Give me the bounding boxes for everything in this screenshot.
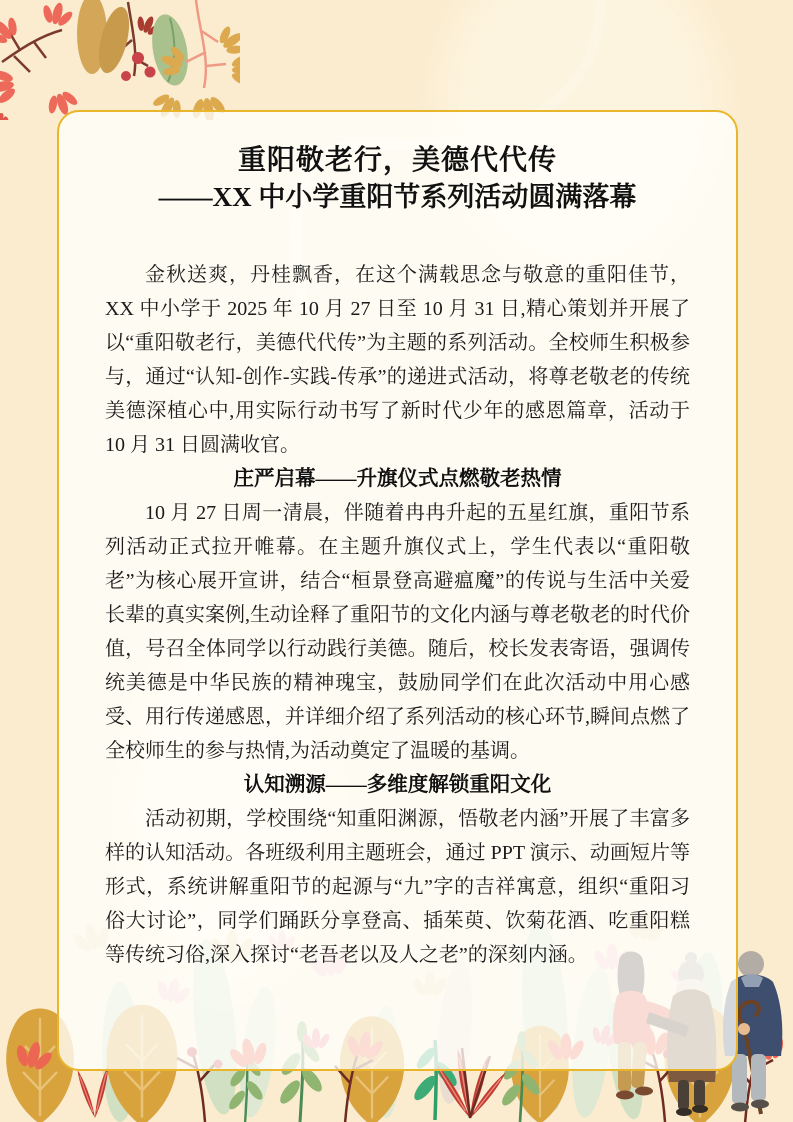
section-heading: 庄严启幕——升旗仪式点燃敬老热情 <box>233 468 562 490</box>
section-heading: 认知溯源——多维度解锁重阳文化 <box>243 774 552 796</box>
article-body <box>105 258 690 972</box>
article-paragraph: 活动初期，学校围绕“知重阳渊源，悟敬老内涵”开展了丰富多样的认知活动。各班级利用主题班会，通过 PPT 演示、动画短片等形式，系统讲解重阳节的起源与“九”字的吉祥寓意，组织“重阳习俗大讨论”，同学们踊跃分享登高、插茱萸、饮菊花酒、吃重阳糕等传统习俗,深入探讨“老吾老以及人之老”的深刻内涵。 <box>105 808 690 966</box>
article-title: 重阳敬老行，美德代代传 <box>237 145 557 176</box>
autumn-flora-top-left-icon <box>0 0 240 120</box>
article-card <box>57 110 738 1071</box>
article-paragraph: 10 月 27 日周一清晨，伴随着冉冉升起的五星红旗，重阳节系列活动正式拉开帷幕。在主题升旗仪式上，学生代表以“重阳敬老”为核心展开宣讲，结合“桓景登高避瘟魔”的传说与生活中关爱长辈的真实案例,生动诠释了重阳节的文化内涵与尊老敬老的时代价值，号召全体同学以行动践行美德。随后，校长发表寄语，强调传统美德是中华民族的精神瑰宝，鼓励同学们在此次活动中用心感受、用行传递感恩，并详细介绍了系列活动的核心环节,瞬间点燃了全校师生的参与热情,为活动奠定了温暖的基调。 <box>105 502 690 762</box>
article-paragraph: 金秋送爽，丹桂飘香，在这个满载思念与敬意的重阳佳节，XX 中小学于 2025 年 10 月 27 日至 10 月 31 日,精心策划并开展了以“重阳敬老行，美德代代传”为主题的系列活动。全校师生积极参与，通过“认知-创作-实践-传承”的递进式活动，将尊老敬老的传统美德深植心中,用实际行动书写了新时代少年的感恩篇章，活动于 10 月 31 日圆满收官。 <box>105 264 690 456</box>
article-subtitle: ——XX 中小学重阳节系列活动圆满落幕 <box>158 182 637 212</box>
